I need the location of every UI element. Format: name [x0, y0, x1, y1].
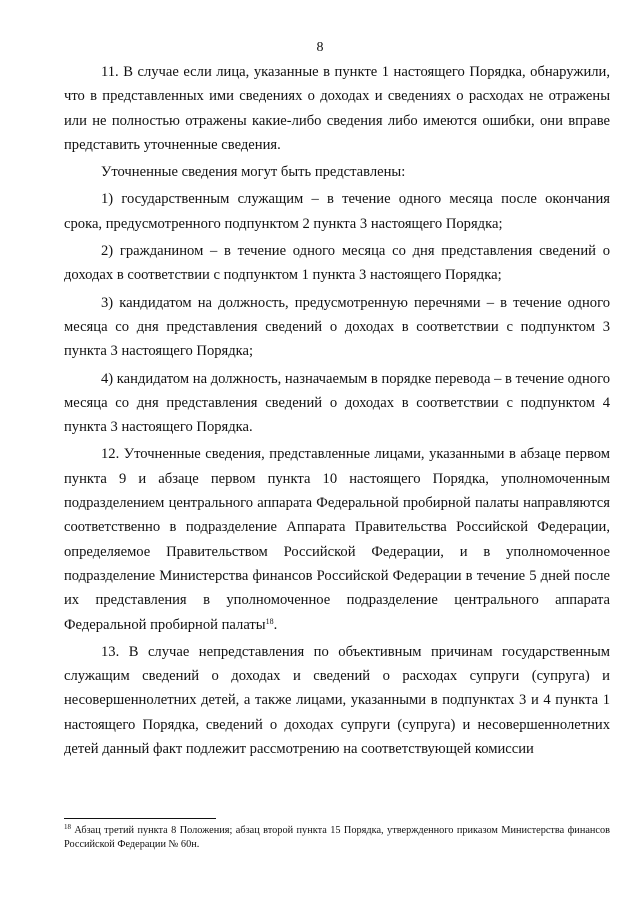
paragraph-item-2: 2) гражданином – в течение одного месяца со дня представления сведений о доходах в соответствии с подпунктом 1 пункта 3 настоящего Порядка;	[64, 243, 610, 284]
paragraph-11: 11. В случае если лица, указанные в пункте 1 настоящего Порядка, обнаружили, что в представленных ими сведениях о доходах и сведениях о расходах не отражены или не полностью отражены какие-либо сведения либо имеются ошибки, они вправе представить уточненные сведения.	[64, 64, 610, 153]
page-number: 8	[316, 40, 324, 55]
paragraph-item-1: 1) государственным служащим – в течение одного месяца после окончания срока, предусмотренного подпунктом 2 пункта 3 настоящего Порядка;	[64, 191, 610, 232]
paragraph-13: 13. В случае непредставления по объективным причинам государственным служащим сведений о доходах и сведений о расходах супруги (супруга) и несовершеннолетних детей, а также лицами, указанными в подпунктах 3 и 4 пункта 1 настоящего Порядка, сведений о доходах супруги (супруга) и несовершеннолетних детей данный факт подлежит рассмотрению на соответствующей комиссии	[64, 643, 610, 758]
paragraph-item-3: 3) кандидатом на должность, предусмотренную перечнями – в течение одного месяца со дня представления сведений о доходах в соответствии с подпунктом 3 пункта 3 настоящего Порядка;	[64, 294, 610, 360]
footnote-reference[interactable]: 18	[265, 616, 274, 626]
footnote-mark: 18	[64, 823, 71, 831]
footnote-separator	[64, 818, 216, 819]
footnote	[64, 824, 610, 852]
document-body	[64, 60, 610, 764]
paragraph-12: 12. Уточненные сведения, представленные лицами, указанными в абзаце первом пункта 9 и абзаце первом пункта 10 настоящего Порядка, уполномоченным подразделением центрального аппарата Федеральной пробирной палаты направляются соответственно в подразделение Аппарата Правительства Российской Федерации, определяемое Правительством Российской Федерации, и в уполномоченное подразделение Министерства финансов Российской Федерации в течение 5 дней после их представления в уполномоченное подразделение центрального аппарата Федеральной пробирной палаты$^{18}$.	[64, 446, 610, 633]
paragraph-refined-intro: Уточненные сведения могут быть представлены:	[101, 164, 406, 181]
paragraph-12-text: 12. Уточненные сведения, представленные лицами, указанными в абзаце первом пункта 9 и абзаце первом пункта 10 настоящего Порядка, уполномоченным подразделением центрального аппарата Федеральной пробирной палаты направляются соответственно в подразделение Аппарата Правительства Российской Федерации, определяемое Правительством Российской Федерации, и в уполномоченное подразделение Министерства финансов Российской Федерации в течение 5 дней после их представления в уполномоченное подразделение центрального аппарата Федеральной пробирной палаты	[64, 446, 610, 633]
paragraph-item-4: 4) кандидатом на должность, назначаемым в порядке перевода – в течение одного месяца со дня представления сведений о доходах в соответствии с подпунктом 4 пункта 3 настоящего Порядка.	[64, 370, 610, 436]
footnote-text: Абзац третий пункта 8 Положения; абзац второй пункта 15 Порядка, утвержденного приказом Министерства финансов Российской Федерации № 60н.	[64, 825, 610, 850]
